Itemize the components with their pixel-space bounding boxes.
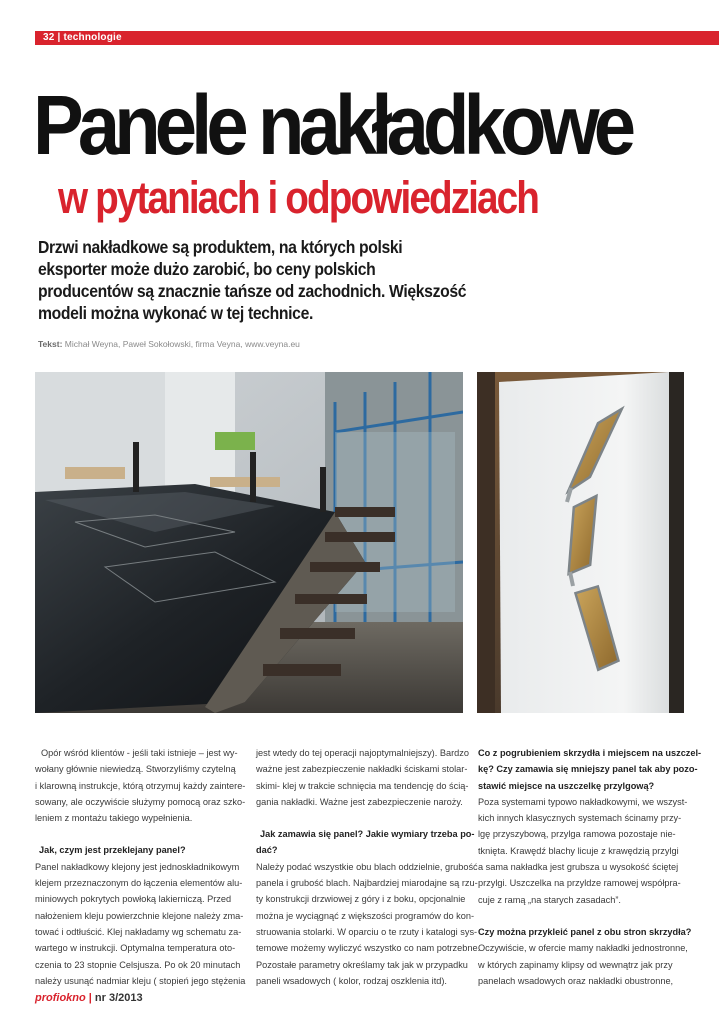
- question-heading: Jak zamawia się panel? Jakie wymiary trzeba po-: [260, 829, 475, 840]
- body-line: Należy podać wszystkie obu blach oddzielnie, grubość: [256, 861, 478, 872]
- section-header-bar: [35, 31, 719, 45]
- body-line: Poza systemami typowo nakładkowymi, we wszyst-: [478, 796, 688, 807]
- door-panel-photo: [477, 372, 684, 713]
- question-heading: stawić miejsce na uszczelkę przylgową?: [478, 780, 655, 791]
- body-line: czenia to 23 stopnie Celsjusza. Po ok 20 minutach: [35, 959, 241, 970]
- body-line: ważne jest zabezpieczenie nakładki ściskami stolar-: [256, 764, 468, 775]
- body-line: skimi- klej w trakcie schnięcia ma tendencję do ścią-: [256, 780, 469, 791]
- question-heading: Jak, czym jest przeklejany panel?: [39, 845, 186, 856]
- body-line: leniem z montażu takiego wypełnienia.: [35, 813, 193, 824]
- issue-number: nr 3/2013: [94, 992, 143, 1004]
- byline: [38, 339, 300, 349]
- body-line: tknięta. Krawędź blachy licuje z krawędzią przylgi: [478, 845, 679, 856]
- body-line: temowe możemy wyliczyć wszystko co nam potrzebne.: [256, 943, 481, 954]
- question-heading: Czy można przykleić panel z obu stron skrzydła?: [478, 926, 692, 937]
- question-heading: Co z pogrubieniem skrzydła i miejscem na uszczel-: [478, 748, 702, 758]
- body-line: cuje z ramą „na starych zasadach”.: [478, 894, 621, 905]
- body-line: w których zapinamy klipsy od wewnątrz jak przy: [478, 959, 673, 970]
- body-line: jest wtedy do tej operacji najoptymalniejszy). Bardzo: [256, 748, 469, 758]
- article-title: Panele nakładkowe: [33, 78, 631, 172]
- body-line: wartego w instrukcji. Optymalna temperatura oto-: [35, 943, 236, 954]
- body-line: sowany, ale oczywiście służymy pomocą oraz szko-: [35, 796, 246, 807]
- body-line: gania nakładki. Ważne jest zabezpieczenie naroży.: [256, 796, 463, 807]
- question-heading: kę? Czy zamawia się mniejszy panel tak aby pozo-: [478, 764, 698, 775]
- body-line: należy usunąć nadmiar kleju ( stopień jego stężenia: [35, 975, 246, 986]
- lead-line: Drzwi nakładkowe są produktem, na których polski: [38, 237, 403, 257]
- body-line: kich innych klasycznych systemach ścinamy przy-: [478, 813, 682, 824]
- body-line: a sama nakładka jest grubsza u wysokość ściętej: [478, 862, 679, 873]
- lead-line: producentów są znacznie tańsze od zachodnich. Większość: [38, 281, 467, 301]
- footer-separator: |: [88, 992, 92, 1004]
- page-footer: [35, 992, 143, 1004]
- body-line: ty konstrukcji drzwiowej z góry i z boku, opcjonalnie: [256, 894, 466, 905]
- magazine-brand: profiokno: [35, 992, 86, 1004]
- article-column-1: [35, 745, 246, 989]
- question-heading: dać?: [256, 845, 278, 856]
- page-section-label: 32 | technologie: [43, 32, 122, 43]
- article-subtitle: w pytaniach i odpowiedziach: [58, 172, 539, 223]
- body-line: klejem przeznaczonym do łączenia elementów alu-: [35, 878, 243, 889]
- workshop-photo: [35, 372, 463, 713]
- body-line: przylgi. Uszczelka na przyldze ramowej współpra-: [478, 878, 681, 889]
- byline-authors: Michał Weyna, Paweł Sokołowski, firma Veyna, www.veyna.eu: [64, 339, 300, 349]
- body-line: panelach wsadowych oraz nakładki obustronne,: [478, 975, 674, 986]
- body-line: lgę przyszybową, przylga ramowa pozostaje nie-: [478, 829, 676, 840]
- body-line: tować i odtłuścić. Klej nakładamy wg schematu za-: [35, 926, 242, 937]
- lead-line: eksporter może dużo zarobić, bo ceny polskich: [38, 259, 376, 279]
- body-line: i klarowną instrukcje, którą otrzymuj każdy zaintere-: [35, 780, 246, 791]
- body-line: można je wyciągnąć z większości programów do kon-: [256, 910, 475, 921]
- byline-label: Tekst:: [38, 339, 63, 349]
- body-line: wołany głównie niewiedzą. Stworzyliśmy czytelną: [35, 764, 236, 775]
- article-column-2: [256, 745, 481, 989]
- body-line: Opór wśród klientów - jeśli taki istnieje – jest wy-: [41, 748, 238, 758]
- body-line: panela i grubość blach. Najbardziej miarodajne są rzu-: [256, 878, 478, 889]
- article-column-3: [478, 745, 702, 989]
- body-line: paneli wsadowych ( kolor, rodzaj oszklenia itd).: [256, 975, 447, 986]
- body-line: nałożeniem kleju powierzchnie klejone należy zma-: [35, 910, 244, 921]
- body-line: Oczywiście, w ofercie mamy nakładki jednostronne,: [478, 943, 688, 954]
- body-line: Panel nakładkowy klejony jest jednoskładnikowym: [35, 861, 240, 872]
- body-line: Pozostałe parametry określamy tak jak w przypadku: [256, 959, 468, 970]
- body-line: miniowych pokrytych powłoką lakierniczą. Przed: [35, 894, 232, 905]
- lead-line: modeli można wykonać w tej technice.: [38, 303, 314, 323]
- article-lead: [38, 236, 506, 324]
- body-line: struowania stolarki. W oparciu o te rzuty i katalogi sys-: [256, 926, 478, 937]
